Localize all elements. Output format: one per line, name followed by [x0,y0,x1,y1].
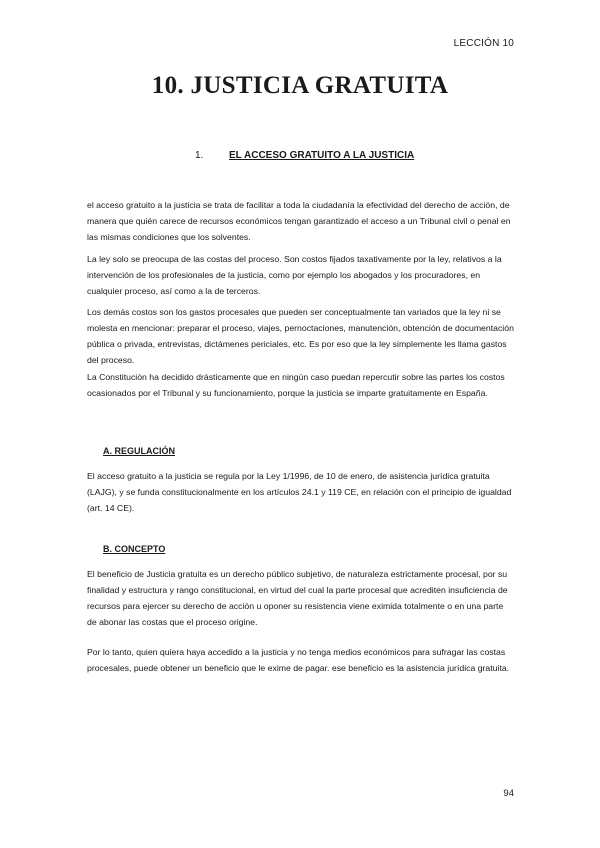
section-title: EL ACCESO GRATUITO A LA JUSTICIA [229,150,415,161]
subsection-heading-concepto: B. CONCEPTO [103,544,166,554]
paragraph-concepto-2: Por lo tanto, quien quiera haya accedido a la justicia y no tenga medios económicos para sufragar las costas procesales, puede obtener un beneficio que le exime de pagar. ese beneficio es la asistencia jurídica gratuita. [87,647,510,673]
paragraph-4: La Constitución ha decidido drásticamente que en ningún caso puedan repercutir sobre las partes los costos ocasionados por el Tribunal y su funcionamiento, porque la justicia se imparte gratuitamente en España. [87,372,505,398]
paragraph-concepto-1: El beneficio de Justicia gratuita es un derecho público subjetivo, de naturaleza estrictamente procesal, por su finalidad y estructura y rango constitucional, en virtud del cual la parte procesal que acrediten insuficiencia de recursos para ejercer su derecho de acción u oponer su resistencia viene eximida totalmente o en una parte de abonar las costas que el proceso origine. [87,569,508,627]
chapter-title: 10. JUSTICIA GRATUITA [151,72,449,99]
subsection-heading-regulacion: A. REGULACIÓN [103,446,175,456]
paragraph-2: La ley solo se preocupa de las costas del proceso. Son costos fijados taxativamente por la ley, relativos a la intervención de los profesionales de la justicia, como por ejemplo los abogados y los procuradores, en cualquier proceso, así como a la de terceros. [87,254,502,296]
paragraph-regulacion: El acceso gratuito a la justicia se regula por la Ley 1/1996, de 10 de enero, de asistencia jurídica gratuita (LAJG), y se funda constitucionalmente en los artículos 24.1 y 119 CE, en relación con el principio de igualdad (art. 14 CE). [87,471,512,513]
section-number: 1. [195,150,204,161]
paragraph-3: Los demás costos son los gastos procesales que pueden ser conceptualmente tan variados que la ley ni se molesta en mencionar: preparar el proceso, viajes, pernoctaciones, manutención, obtención de documentación pública o privada, entrevistas, dictámenes periciales, etc. Es por eso que la ley simplemente les llama gastos del proceso. [87,307,514,365]
lesson-label: LECCIÓN 10 [453,38,514,49]
page-number: 94 [503,788,514,799]
paragraph-1: el acceso gratuito a la justicia se trata de facilitar a toda la ciudadanía la efectividad del derecho de acción, de manera que quién carece de recursos económicos tengan garantizado el acceso a un Tribunal civil o penal en las mismas condiciones que los solventes. [87,200,511,242]
section-heading [195,150,414,161]
